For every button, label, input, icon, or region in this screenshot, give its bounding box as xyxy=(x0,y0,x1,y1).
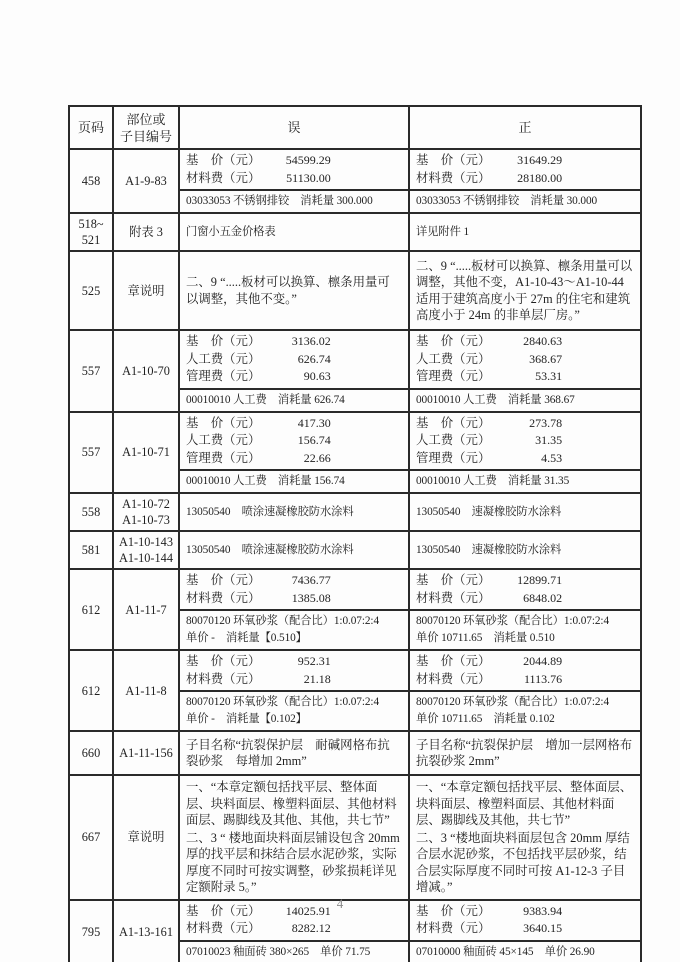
table-row xyxy=(69,650,641,731)
price-value: 9383.94 xyxy=(523,903,563,918)
table-row xyxy=(69,569,641,650)
price-value: 14025.91 xyxy=(285,903,331,918)
item-line: 80070120 环氧砂浆（配合比）1:0.07:2:4 xyxy=(416,615,610,627)
price-value: 6848.02 xyxy=(523,590,563,605)
price-label: 基 价（元） xyxy=(186,415,261,430)
right-cell xyxy=(409,650,641,731)
content-block xyxy=(410,734,640,773)
item-line: 07010000 釉面砖 45×145 单价 26.90 xyxy=(416,945,595,958)
code-cell xyxy=(113,650,179,731)
price-label: 基 价（元） xyxy=(416,334,491,348)
price-line xyxy=(416,671,634,689)
table-header-row xyxy=(69,106,641,149)
column-header-right: 正 xyxy=(409,106,641,149)
code-cell xyxy=(113,731,179,775)
price-line xyxy=(416,432,634,450)
price-label: 管理费（元） xyxy=(186,369,261,383)
content-block xyxy=(180,189,408,212)
price-label: 基 价（元） xyxy=(186,654,261,668)
price-label: 基 价（元） xyxy=(186,334,261,348)
errata-table xyxy=(68,105,642,962)
price-value: 2840.63 xyxy=(523,334,563,348)
content-block xyxy=(410,189,640,212)
code-cell xyxy=(113,412,179,494)
table-row xyxy=(69,531,641,569)
price-line xyxy=(416,152,634,170)
paragraph: 一、“本章定额包括找平层、整体面层、块料面层、橡塑料面层、其他材料面层、踢脚线及其他、其他，共七节” xyxy=(186,780,397,827)
content-block xyxy=(180,502,408,523)
price-line xyxy=(186,450,402,468)
price-label: 材料费（元） xyxy=(186,671,261,686)
price-value: 3136.02 xyxy=(291,334,331,348)
price-value: 1385.08 xyxy=(291,590,331,605)
price-label: 人工费（元） xyxy=(416,351,491,366)
column-header-code-line1: 部位或 xyxy=(126,111,166,127)
price-line xyxy=(186,920,402,938)
item-code-text: A1-10-143 xyxy=(119,535,173,549)
code-cell xyxy=(113,330,179,412)
price-label: 管理费（元） xyxy=(186,450,261,465)
page-cell xyxy=(69,775,113,900)
content-block xyxy=(180,651,408,690)
item-line: 80070120 环氧砂浆（配合比）1:0.07:2:4 xyxy=(186,696,380,708)
page-number-text: 521 xyxy=(81,233,101,247)
price-line xyxy=(186,368,402,386)
price-line xyxy=(416,450,634,468)
price-value: 4.53 xyxy=(541,450,563,465)
errata-table-body xyxy=(69,149,641,962)
page-cell xyxy=(69,213,113,251)
item-code-text: A1-11-7 xyxy=(125,602,167,617)
column-header-code xyxy=(113,106,179,149)
price-value: 31649.29 xyxy=(517,153,563,167)
price-line xyxy=(416,920,634,938)
price-value: 21.18 xyxy=(303,671,331,686)
content-block xyxy=(180,540,408,561)
item-code-text: A1-10-73 xyxy=(122,513,170,527)
price-label: 人工费（元） xyxy=(186,351,261,366)
price-label: 人工费（元） xyxy=(186,433,261,447)
content-block xyxy=(180,570,408,609)
item-line: 单价 - 消耗量【0.102】 xyxy=(186,713,307,725)
content-block xyxy=(410,150,640,189)
page-number-text: 558 xyxy=(81,505,101,519)
right-cell xyxy=(409,731,641,775)
code-cell xyxy=(113,149,179,213)
price-line xyxy=(186,415,402,433)
item-code-text: 章说明 xyxy=(127,830,165,845)
page-number-text: 458 xyxy=(81,174,101,188)
price-label: 基 价（元） xyxy=(416,903,491,918)
content-block xyxy=(180,690,408,730)
table-row xyxy=(69,149,641,213)
price-line xyxy=(186,351,402,369)
table-row xyxy=(69,775,641,900)
item-line: 80070120 环氧砂浆（配合比）1:0.07:2:4 xyxy=(416,696,610,708)
right-cell xyxy=(409,531,641,569)
item-line: 00010010 人工费 消耗量 31.35 xyxy=(416,475,570,487)
column-header-wrong: 误 xyxy=(179,106,409,149)
item-code-text: 章说明 xyxy=(127,283,165,298)
price-label: 基 价（元） xyxy=(186,153,261,167)
paragraph: 二、9 “.....板材可以换算、檩条用量可以调整，其他不变，A1-10-43～A1-10-44 适用于建筑高度小于 27m 的住宅和建筑高度小于 24m 的非单层厂房。” xyxy=(416,258,633,322)
page-cell xyxy=(69,531,113,569)
content-block xyxy=(180,413,408,470)
content-block xyxy=(410,651,640,690)
price-line xyxy=(416,590,634,608)
item-line: 03033053 不锈钢排铰 消耗量 30.000 xyxy=(416,195,598,207)
page-number-text: 557 xyxy=(81,445,101,460)
column-header-page: 页码 xyxy=(69,106,113,149)
table-row xyxy=(69,330,641,412)
item-code-text: A1-9-83 xyxy=(125,174,167,188)
content-block xyxy=(410,255,640,327)
item-line: 00010010 人工费 消耗量 156.74 xyxy=(186,475,345,487)
price-label: 材料费（元） xyxy=(416,921,491,935)
wrong-cell xyxy=(179,731,409,775)
page-number-text: 557 xyxy=(81,363,101,378)
price-label: 基 价（元） xyxy=(186,903,261,918)
price-value: 53.31 xyxy=(535,369,563,383)
content-block xyxy=(410,222,640,243)
page-cell xyxy=(69,149,113,213)
paragraph: 一、“本章定额包括找平层、整体面层、块料面层、橡塑料面层、其他材料面层、踢脚线及其他，共七节” xyxy=(416,780,633,827)
right-cell xyxy=(409,412,641,494)
content-block xyxy=(410,609,640,649)
right-cell xyxy=(409,569,641,650)
price-line xyxy=(416,653,634,671)
price-value: 368.67 xyxy=(529,351,563,366)
price-line xyxy=(416,351,634,369)
wrong-cell xyxy=(179,251,409,330)
price-value: 7436.77 xyxy=(291,573,331,587)
item-code-text: A1-11-156 xyxy=(119,746,173,760)
item-line: 门窗小五金价格表 xyxy=(186,225,276,238)
price-value: 952.31 xyxy=(297,654,331,668)
wrong-cell xyxy=(179,493,409,531)
item-code-text: A1-10-72 xyxy=(122,497,170,511)
content-block xyxy=(180,469,408,492)
price-label: 基 价（元） xyxy=(416,153,491,167)
right-cell xyxy=(409,251,641,330)
item-line: 13050540 速凝橡胶防水涂料 xyxy=(416,505,562,518)
price-label: 材料费（元） xyxy=(186,921,261,935)
price-value: 1113.76 xyxy=(523,671,563,686)
page-cell xyxy=(69,569,113,650)
table-row xyxy=(69,493,641,531)
price-value: 417.30 xyxy=(297,415,331,430)
right-cell xyxy=(409,493,641,531)
content-block xyxy=(180,940,408,962)
price-label: 基 价（元） xyxy=(416,415,491,430)
price-value: 626.74 xyxy=(297,351,331,366)
price-label: 基 价（元） xyxy=(186,573,261,587)
price-line xyxy=(186,590,402,608)
price-line xyxy=(186,671,402,689)
item-line: 单价 10711.65 消耗量 0.102 xyxy=(416,713,555,725)
content-block xyxy=(410,540,640,561)
price-label: 材料费（元） xyxy=(416,590,491,605)
right-cell xyxy=(409,775,641,900)
content-block xyxy=(410,570,640,609)
price-line xyxy=(416,333,634,351)
item-code-text: A1-13-161 xyxy=(119,924,173,939)
paragraph: 二、9 “.....板材可以换算、檩条用量可以调整，其他不变。” xyxy=(186,275,390,306)
price-line xyxy=(416,572,634,590)
item-line: 00010010 人工费 消耗量 626.74 xyxy=(186,393,345,406)
content-block xyxy=(410,502,640,523)
price-label: 材料费（元） xyxy=(186,590,261,605)
right-cell xyxy=(409,330,641,412)
price-value: 156.74 xyxy=(297,433,331,447)
column-header-code-line2: 子目编号 xyxy=(119,128,172,144)
wrong-cell xyxy=(179,775,409,900)
price-label: 管理费（元） xyxy=(416,450,491,465)
item-line: 13050540 喷涂速凝橡胶防水涂料 xyxy=(186,543,354,556)
price-line xyxy=(416,170,634,188)
paragraph: 子目名称“抗裂保护层 增加一层网格布抗裂砂浆 2mm” xyxy=(416,737,633,768)
page-number-text: 525 xyxy=(81,283,101,298)
price-value: 54599.29 xyxy=(285,153,331,167)
wrong-cell xyxy=(179,531,409,569)
content-block xyxy=(180,331,408,388)
item-line: 详见附件 1 xyxy=(416,225,470,238)
code-cell xyxy=(113,493,179,531)
page-number-text: 660 xyxy=(81,746,101,760)
page-number-text: 667 xyxy=(81,830,101,845)
page-number-text: 518~ xyxy=(78,217,104,231)
code-cell xyxy=(113,251,179,330)
content-block xyxy=(180,271,408,310)
code-cell xyxy=(113,213,179,251)
item-line: 00010010 人工费 消耗量 368.67 xyxy=(416,393,575,406)
item-code-text: A1-10-71 xyxy=(122,445,170,460)
item-line: 单价 10711.65 消耗量 0.510 xyxy=(416,632,555,644)
price-line xyxy=(186,170,402,188)
wrong-cell xyxy=(179,149,409,213)
page-cell xyxy=(69,251,113,330)
content-block xyxy=(410,413,640,470)
page-number-text: 612 xyxy=(81,602,101,617)
paragraph: 二、3 “楼地面块料面层包含 20mm 厚结合层水泥砂浆，不包括找平层砂浆，结合层实际厚度不同时可按 A1-12-3 子目增减。” xyxy=(416,830,630,894)
page-number-text: 795 xyxy=(81,924,101,939)
item-code-text: A1-11-8 xyxy=(125,683,167,698)
content-block xyxy=(180,776,408,899)
code-cell xyxy=(113,775,179,900)
item-line: 07010023 釉面砖 380×265 单价 71.75 xyxy=(186,945,371,958)
price-value: 273.78 xyxy=(529,415,563,430)
content-block xyxy=(410,690,640,730)
content-block xyxy=(180,734,408,773)
content-block xyxy=(180,388,408,411)
item-code-text: A1-10-70 xyxy=(122,363,170,378)
table-row xyxy=(69,213,641,251)
price-label: 基 价（元） xyxy=(416,654,491,668)
page-number-text: 581 xyxy=(81,543,101,557)
price-label: 材料费（元） xyxy=(186,170,261,185)
price-line xyxy=(186,152,402,170)
right-cell xyxy=(409,149,641,213)
page-cell xyxy=(69,330,113,412)
price-label: 材料费（元） xyxy=(416,170,491,185)
price-value: 8282.12 xyxy=(291,921,331,935)
content-block xyxy=(180,150,408,189)
page-cell xyxy=(69,493,113,531)
page-number: 4 xyxy=(336,896,344,911)
content-block xyxy=(410,940,640,962)
price-line xyxy=(416,368,634,386)
item-line: 13050540 喷涂速凝橡胶防水涂料 xyxy=(186,505,354,518)
price-value: 3640.15 xyxy=(523,921,563,935)
paragraph: 子目名称“抗裂保护层 耐碱网格布抗裂砂浆 每增加 2mm” xyxy=(186,737,390,768)
price-value: 12899.71 xyxy=(517,573,563,587)
content-block xyxy=(410,776,640,899)
wrong-cell xyxy=(179,213,409,251)
content-block xyxy=(410,469,640,492)
item-code-text: 附表 3 xyxy=(129,225,163,239)
table-row xyxy=(69,731,641,775)
item-line: 80070120 环氧砂浆（配合比）1:0.07:2:4 xyxy=(186,615,380,627)
table-row xyxy=(69,412,641,494)
price-label: 人工费（元） xyxy=(416,433,491,447)
wrong-cell xyxy=(179,650,409,731)
content-block xyxy=(180,222,408,243)
price-label: 材料费（元） xyxy=(416,671,491,686)
wrong-cell xyxy=(179,412,409,494)
price-value: 28180.00 xyxy=(517,170,563,185)
price-value: 2044.89 xyxy=(523,654,563,668)
item-code-text: A1-10-144 xyxy=(119,551,173,565)
wrong-cell xyxy=(179,569,409,650)
price-value: 51130.00 xyxy=(286,170,331,185)
price-value: 31.35 xyxy=(535,433,563,447)
page-cell xyxy=(69,650,113,731)
item-line: 单价 - 消耗量【0.510】 xyxy=(186,632,307,644)
table-row xyxy=(69,251,641,330)
page-cell xyxy=(69,731,113,775)
price-label: 基 价（元） xyxy=(416,573,491,587)
paragraph: 二、3 “ 楼地面块料面层铺设包含 20mm 厚的找平层和抹结合层水泥砂浆，实际厚度不同时可按实调整，砂浆损耗详见定额附录 5。” xyxy=(186,830,400,894)
price-line xyxy=(186,333,402,351)
code-cell xyxy=(113,569,179,650)
content-block xyxy=(410,331,640,388)
price-line xyxy=(186,572,402,590)
item-line: 03033053 不锈钢排铰 消耗量 300.000 xyxy=(186,195,373,207)
content-block xyxy=(180,609,408,649)
price-line xyxy=(186,432,402,450)
code-cell xyxy=(113,531,179,569)
item-line: 13050540 速凝橡胶防水涂料 xyxy=(416,543,562,556)
content-block xyxy=(410,388,640,411)
price-value: 90.63 xyxy=(303,369,331,383)
right-cell xyxy=(409,213,641,251)
price-label: 管理费（元） xyxy=(416,369,491,383)
price-line xyxy=(186,653,402,671)
page-cell xyxy=(69,412,113,494)
page-number-text: 612 xyxy=(81,683,101,698)
wrong-cell xyxy=(179,330,409,412)
price-line xyxy=(416,415,634,433)
price-value: 22.66 xyxy=(303,450,331,465)
